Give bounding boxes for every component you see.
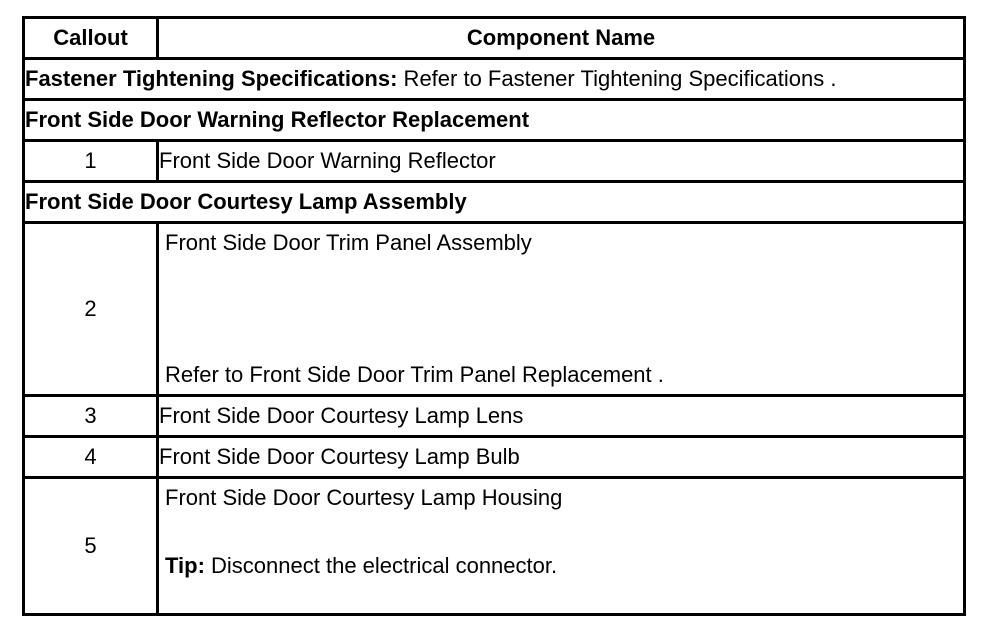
callout-cell: 3 (24, 396, 158, 437)
component-table-container (22, 16, 963, 631)
component-name-cell: Front Side Door Courtesy Lamp Lens (158, 396, 965, 437)
component-note-text: Refer to Front Side Door Trim Panel Replacement . (165, 362, 664, 387)
component-name-cell: Front Side Door Courtesy Lamp Bulb (158, 437, 965, 478)
section-row-reflector (24, 100, 965, 141)
table-row (24, 437, 965, 478)
component-table (22, 16, 966, 616)
component-name-cell: Front Side Door Warning Reflector (158, 141, 965, 182)
header-callout: Callout (24, 18, 158, 59)
table-row (24, 396, 965, 437)
tip-label: Tip: (165, 553, 205, 578)
callout-cell: 1 (24, 141, 158, 182)
tip-body: Disconnect the electrical connector. (204, 553, 558, 578)
fastener-spec-row (24, 59, 965, 100)
tip-text (165, 553, 557, 579)
callout-cell: 4 (24, 437, 158, 478)
fastener-spec-cell (24, 59, 965, 100)
component-name-text: Front Side Door Trim Panel Assembly (165, 230, 532, 255)
section-title-reflector: Front Side Door Warning Reflector Replacement (24, 100, 965, 141)
table-row (24, 141, 965, 182)
section-title-courtesy: Front Side Door Courtesy Lamp Assembly (24, 182, 965, 223)
component-name-text: Front Side Door Courtesy Lamp Housing (165, 485, 563, 510)
table-row (24, 478, 965, 615)
table-row (24, 223, 965, 396)
callout-cell: 5 (24, 478, 158, 615)
component-name-cell (158, 223, 965, 396)
fastener-spec-label: Fastener Tightening Specifications: (25, 66, 398, 91)
fastener-spec-text: Refer to Fastener Tightening Specifications . (397, 66, 837, 91)
header-row (24, 18, 965, 59)
callout-cell: 2 (24, 223, 158, 396)
component-name-cell (158, 478, 965, 615)
header-component-name: Component Name (158, 18, 965, 59)
section-row-courtesy (24, 182, 965, 223)
